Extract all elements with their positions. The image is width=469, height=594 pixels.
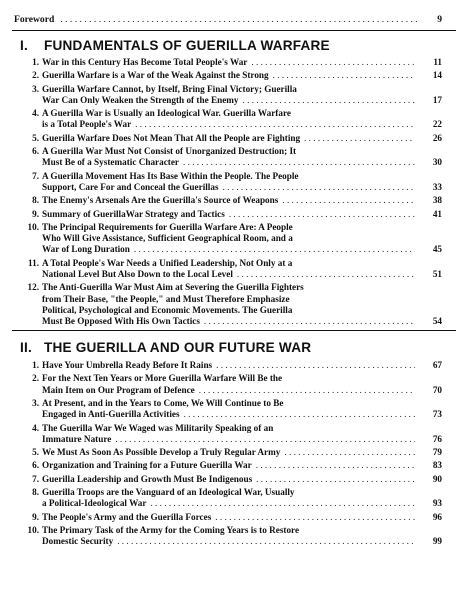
entry-page-number: 96 bbox=[432, 511, 442, 522]
entry-title-line: Guerilla Warfare Cannot, by Itself, Bring Final Victory; Guerilla bbox=[42, 83, 297, 94]
entry-title bbox=[42, 195, 419, 206]
dot-leader bbox=[256, 474, 415, 485]
entry-title bbox=[42, 423, 419, 446]
entry-title bbox=[42, 474, 419, 485]
entry-number: 3. bbox=[32, 83, 39, 94]
dot-leader bbox=[304, 133, 415, 144]
entry-title-line: Guerilla Troops are the Vanguard of an Ideological War, Usually bbox=[42, 487, 295, 497]
entry-page-number: 17 bbox=[432, 94, 442, 105]
entry-title-line: A Total People's War Needs a Unified Leadership, Not Only at a bbox=[42, 257, 293, 268]
entry-title-line bbox=[42, 133, 419, 144]
entry-number: 4. bbox=[32, 422, 39, 433]
entry-title-line: The Primary Task of the Army for the Coming Years is to Restore bbox=[42, 524, 300, 535]
entry-page-number: 26 bbox=[432, 132, 442, 143]
dot-leader bbox=[135, 119, 415, 130]
dot-leader bbox=[204, 316, 415, 327]
entry-title bbox=[42, 57, 419, 68]
entry-title bbox=[42, 146, 419, 169]
entry-title-text: Guerilla Leadership and Growth Must Be Indigenous bbox=[42, 473, 253, 484]
entry-title-line bbox=[42, 244, 419, 255]
entry-title-line: The Anti-Guerilla War Must Aim at Severing the Guerilla Fighters bbox=[42, 282, 304, 293]
entry-title-line bbox=[42, 119, 419, 130]
entry-title-text: Must Be Opposed With His Own Tactics bbox=[42, 316, 200, 327]
entry-title-line bbox=[42, 409, 419, 420]
entry-title bbox=[42, 70, 419, 81]
entry-page-number: 70 bbox=[432, 384, 442, 395]
entry-page-number: 38 bbox=[432, 195, 442, 206]
entry-title bbox=[42, 373, 419, 396]
dot-leader bbox=[256, 460, 415, 471]
entry-title-line bbox=[42, 536, 419, 547]
entry-title-line bbox=[42, 360, 419, 371]
section-heading bbox=[20, 340, 450, 355]
entry-title-line bbox=[42, 182, 419, 193]
entry-title-text: Guerilla Warfare is a War of the Weak Against the Strong bbox=[42, 70, 269, 81]
entry-number: 10. bbox=[27, 524, 39, 535]
entry-page-number: 54 bbox=[432, 316, 442, 327]
entry-title-line: At Present, and in the Years to Come, We Will Continue to Be bbox=[42, 397, 284, 408]
entry-page-number: 90 bbox=[432, 473, 442, 484]
entry-title bbox=[42, 133, 419, 144]
section-title: FUNDAMENTALS OF GUERILLA WARFARE bbox=[44, 38, 330, 53]
entry-title bbox=[42, 84, 419, 107]
entry-page-number: 45 bbox=[432, 244, 442, 255]
entry-title bbox=[42, 512, 419, 523]
entry-number: 4. bbox=[32, 108, 39, 119]
foreword-page-number: 9 bbox=[437, 14, 442, 25]
entry-page-number: 79 bbox=[432, 447, 442, 458]
entry-title-text: Must Be of a Systematic Character bbox=[42, 157, 180, 168]
entry-title-text: War of Long Duration bbox=[42, 244, 130, 255]
entry-title-text: Have Your Umbrella Ready Before It Rains bbox=[42, 360, 213, 370]
entry-number: 12. bbox=[27, 282, 39, 293]
entry-title-text: The People's Army and the Guerilla Forces bbox=[42, 511, 212, 522]
dot-leader bbox=[237, 269, 415, 280]
entry-number: 6. bbox=[32, 146, 39, 157]
entry-title bbox=[42, 171, 419, 194]
entry-title bbox=[42, 222, 419, 256]
entry-title-line bbox=[42, 460, 419, 471]
entry-title-line: The Guerilla War We Waged was Militarily Speaking of an bbox=[42, 422, 274, 433]
dot-leader bbox=[199, 385, 415, 396]
divider-rule bbox=[12, 30, 456, 31]
entry-title-line bbox=[42, 70, 419, 81]
dot-leader bbox=[60, 14, 420, 25]
entry-title-line: A Guerilla War is Usually an Ideological War. Guerilla Warfare bbox=[42, 108, 291, 119]
entry-title-text: National Level But Also Down to the Local Level bbox=[42, 269, 233, 280]
entry-title-line bbox=[42, 447, 419, 458]
foreword-label: Foreword bbox=[14, 14, 55, 25]
entry-number: 10. bbox=[27, 221, 39, 232]
entry-number: 5. bbox=[32, 132, 39, 143]
entry-title-text: Main Item on Our Program of Defence bbox=[42, 384, 195, 395]
dot-leader bbox=[282, 195, 415, 206]
entry-title-line: A Guerilla War Must Not Consist of Unorganized Destruction; It bbox=[42, 146, 297, 157]
dot-leader bbox=[223, 182, 415, 193]
entry-page-number: 11 bbox=[433, 57, 442, 67]
entry-title-text: War Can Only Weaken the Strength of the Enemy bbox=[42, 94, 239, 105]
entry-title-line bbox=[42, 269, 419, 280]
entry-title-line bbox=[42, 57, 419, 68]
entry-title-text: Summary of GuerillaWar Strategy and Tactics bbox=[42, 208, 225, 219]
toc-entry-foreword bbox=[14, 14, 442, 25]
entry-title-text: a Political-Ideological War bbox=[42, 498, 147, 509]
entry-page-number: 67 bbox=[432, 360, 442, 370]
entry-title-text: is a Total People's War bbox=[42, 119, 132, 130]
entry-number: 7. bbox=[32, 473, 39, 484]
entry-number: 1. bbox=[32, 360, 39, 370]
entry-title bbox=[42, 398, 419, 421]
entry-number: 9. bbox=[32, 511, 39, 522]
entry-number: 8. bbox=[32, 195, 39, 206]
dot-leader bbox=[216, 360, 415, 371]
entry-page-number: 30 bbox=[432, 157, 442, 168]
entry-title bbox=[42, 487, 419, 510]
dot-leader bbox=[184, 409, 415, 420]
entry-title-line: The Principal Requirements for Guerilla Warfare Are: A People bbox=[42, 221, 293, 232]
dot-leader bbox=[273, 70, 415, 81]
entry-title-line bbox=[42, 95, 419, 106]
section-number: II. bbox=[20, 340, 32, 355]
entry-title-line bbox=[42, 157, 419, 168]
entry-page-number: 41 bbox=[432, 208, 442, 219]
entry-number: 9. bbox=[32, 208, 39, 219]
entry-title-line bbox=[42, 474, 419, 485]
entry-title-line: A Guerilla Movement Has Its Base Within the People. The People bbox=[42, 170, 299, 181]
section-heading bbox=[20, 38, 450, 53]
entry-title-text: Guerilla Warfare Does Not Mean That All the People are Fighting bbox=[42, 132, 301, 143]
entry-title bbox=[42, 209, 419, 220]
entry-title-text: The Enemy's Arsenals Are the Guerilla's Source of Weapons bbox=[42, 195, 279, 206]
entry-page-number: 76 bbox=[432, 433, 442, 444]
entry-title-line bbox=[42, 385, 419, 396]
entry-page-number: 22 bbox=[432, 119, 442, 130]
entry-page-number: 93 bbox=[432, 498, 442, 509]
entry-title bbox=[42, 258, 419, 281]
entry-title-text: Domestic Security bbox=[42, 536, 114, 547]
entry-title bbox=[42, 447, 419, 458]
dot-leader bbox=[117, 536, 415, 547]
entry-title-line bbox=[42, 512, 419, 523]
section-title: THE GUERILLA AND OUR FUTURE WAR bbox=[44, 340, 312, 355]
entry-title-line bbox=[42, 195, 419, 206]
entry-title-line bbox=[42, 316, 419, 327]
entry-title-line bbox=[42, 434, 419, 445]
entry-number: 2. bbox=[32, 373, 39, 384]
entry-number: 5. bbox=[32, 447, 39, 458]
entry-title-line: Who Will Give Assistance, Sufficient Geographical Room, and a bbox=[42, 233, 293, 244]
entry-number: 11. bbox=[28, 257, 39, 268]
entry-title-text: We Must As Soon As Possible Develop a Truly Regular Army bbox=[42, 447, 281, 458]
entry-number: 3. bbox=[32, 397, 39, 408]
entry-title bbox=[42, 282, 419, 327]
dot-leader bbox=[150, 498, 415, 509]
entry-title bbox=[42, 360, 419, 371]
dot-leader bbox=[115, 434, 415, 445]
dot-leader bbox=[183, 157, 415, 168]
entry-title bbox=[42, 108, 419, 131]
entry-page-number: 83 bbox=[432, 460, 442, 471]
entry-page-number: 73 bbox=[432, 409, 442, 420]
entry-title-text: Support, Care For and Conceal the Guerillas bbox=[42, 181, 219, 192]
entry-title-line: For the Next Ten Years or More Guerilla Warfare Will Be the bbox=[42, 373, 283, 384]
entry-title-text: Organization and Training for a Future Guerilla War bbox=[42, 460, 252, 471]
entry-title bbox=[42, 460, 419, 471]
entry-page-number: 33 bbox=[432, 181, 442, 192]
entry-number: 6. bbox=[32, 460, 39, 471]
entry-title-text: Engaged in Anti-Guerilla Activities bbox=[42, 409, 180, 420]
dot-leader bbox=[215, 512, 415, 523]
entry-number: 1. bbox=[32, 57, 39, 67]
entry-title-text: War in this Century Has Become Total People's War bbox=[42, 57, 248, 67]
entry-page-number: 14 bbox=[432, 70, 442, 81]
entry-title-line bbox=[42, 209, 419, 220]
entry-number: 2. bbox=[32, 70, 39, 81]
entry-title-line bbox=[42, 498, 419, 509]
dot-leader bbox=[251, 57, 415, 68]
entry-page-number: 99 bbox=[432, 536, 442, 547]
section-number: I. bbox=[20, 38, 28, 53]
dot-leader bbox=[284, 447, 415, 458]
dot-leader bbox=[243, 95, 415, 106]
entry-number: 8. bbox=[32, 487, 39, 497]
entry-page-number: 51 bbox=[432, 269, 442, 280]
divider-rule bbox=[12, 330, 456, 331]
entry-title bbox=[42, 525, 419, 548]
entry-title-text: Immature Nature bbox=[42, 433, 112, 444]
entry-title-line: Political, Psychological and Economic Movements. The Guerilla bbox=[42, 304, 293, 315]
entry-title-line: from Their Base, "the People," and Must Therefore Emphasize bbox=[42, 293, 290, 304]
entry-number: 7. bbox=[32, 170, 39, 181]
dot-leader bbox=[134, 244, 415, 255]
dot-leader bbox=[229, 209, 415, 220]
